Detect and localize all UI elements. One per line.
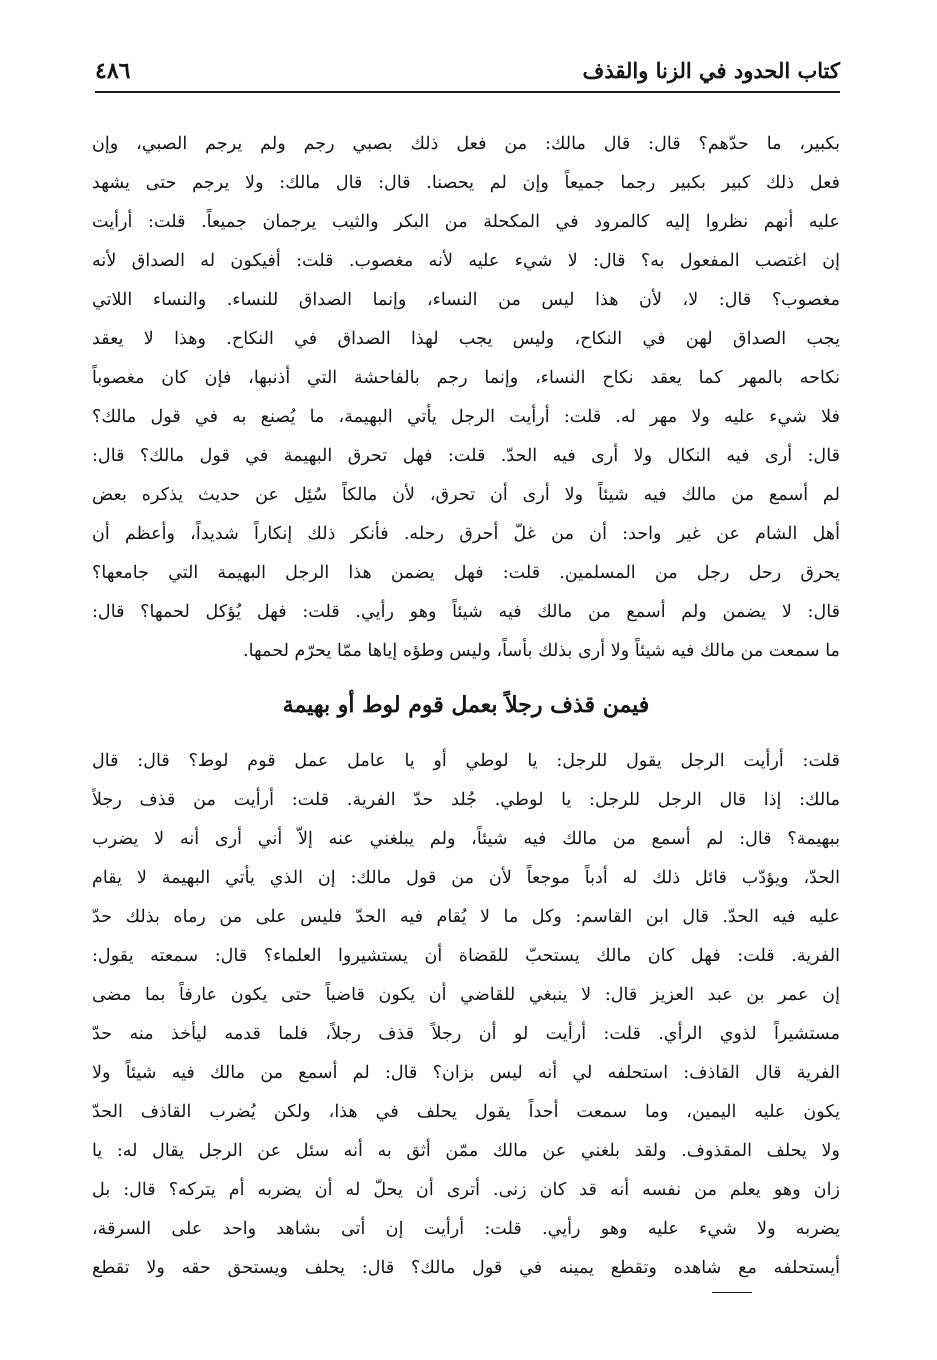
running-title: كتاب الحدود في الزنا والقذف: [582, 58, 840, 83]
text-line: أهل الشام عن غير واحد: أن من غلّ أحرق رحله. فأنكر ذلك إنكاراً شديداً، وأعظم أن: [92, 524, 840, 544]
text-line: الحدّ، ويؤدّب قائل ذلك له أدباً موجعاً لأن من قول مالك: إن الذي يأتي البهيمة لا يقام: [92, 868, 840, 888]
page-header: [95, 56, 840, 90]
text-line: قلت: أرأيت الرجل يقول للرجل: يا لوطي أو يا عامل عمل قوم لوط؟ قال: قال: [92, 751, 840, 771]
paragraph-2: [92, 742, 840, 1288]
text-line: إن عمر بن عبد العزيز قال: لا ينبغي للقاضي أن يكون قاضياً حتى يكون عارفاً بما مضى: [92, 985, 840, 1005]
page-number: ٤٨٦: [95, 58, 131, 84]
text-line: ولا يحلف المقذوف. ولقد بلغني عن مالك ممّن أثق به أنه سئل عن الرجل يقال له: يا: [92, 1141, 840, 1161]
text-line: ما سمعت من مالك فيه شيئاً ولا أرى بذلك بأساً، وليس وطؤه إياها ممّا يحرّم لحمها.: [242, 641, 840, 661]
text-line: يحرق رحل رجل من المسلمين. قلت: فهل يضمن هذا الرجل البهيمة التي جامعها؟: [92, 563, 840, 583]
text-line: يكون عليه اليمين، وما سمعت أحداً يقول يحلف في هذا، ولكن يُضرب القاذف الحدّ: [92, 1102, 840, 1122]
text-line: الفرية. قلت: فهل كان مالك يستحبّ للقضاة أن يستشيروا العلماء؟ قال: سمعته يقول:: [92, 946, 840, 966]
text-line: نكاحه بالمهر كما يعقد نكاح النساء، وإنما رجم بالفاحشة التي أذنبها، فإن كان مغصوباً: [92, 368, 840, 388]
paragraph-1: [92, 125, 840, 671]
text-line: يضربه ولا شيء عليه وهو رأيي. قلت: أرأيت إن أتى بشاهد واحد على السرقة،: [92, 1219, 840, 1239]
text-line: مغصوب؟ قال: لا، لأن هذا ليس من النساء، وإنما الصداق للنساء. والنساء اللاتي: [92, 290, 840, 310]
text-line: فلا شيء عليه ولا مهر له. قلت: أرأيت الرجل يأتي البهيمة، ما يُصنع به في قول مالك؟: [92, 407, 840, 427]
text-line: إن اغتصب المفعول به؟ قال: لا شيء عليه لأنه مغصوب. قلت: أفيكون له الصداق لأنه: [92, 251, 840, 271]
text-line: الفرية قال القاذف: استحلفه لي أنه ليس بزان؟ قال: لم أسمع من مالك فيه شيئاً ولا: [92, 1063, 840, 1083]
text-line: ببهيمة؟ قال: لم أسمع من مالك فيه شيئاً، ولم يبلغني عنه إلاّ أني أرى أنه لا يضرب: [92, 829, 840, 849]
text-line: عليه فيه الحدّ. قال ابن القاسم: وكل ما لا يُقام فيه الحدّ فليس على من رماه بذلك حدّ: [92, 907, 840, 927]
footnote-rule: [712, 1292, 752, 1293]
text-line: مالك: إذا قال الرجل للرجل: يا لوطي. جُلد حدّ الفرية. قلت: أرأيت من قذف رجلاً: [92, 790, 840, 810]
text-line: بكبير، ما حدّهم؟ قال: قال مالك: من فعل ذلك بصبي رجم ولم يرجم الصبي، وإن: [92, 134, 840, 154]
text-line: قال: لا يضمن ولم أسمع من مالك فيه شيئاً وهو رأيي. قلت: فهل يُؤكل لحمها؟ قال:: [92, 602, 840, 622]
text-line: يجب الصداق لهن في النكاح، وليس يجب لهذا الصداق في النكاح. وهذا لا يعقد: [92, 329, 840, 349]
text-line: عليه أنهم نظروا إليه كالمرود في المكحلة من البكر والثيب يرجمان جميعاً. قلت: أرأيت: [92, 212, 840, 232]
text-line: زان وهو يعلم من نفسه أنه قد كان زنى. أترى أن يحلّ له أن يضربه أم يتركه؟ قال: بل: [92, 1180, 840, 1200]
text-line: أيستحلفه مع شاهده وتقطع يمينه في قول مالك؟ قال: يحلف ويستحق حقه ولا تقطع: [92, 1258, 840, 1278]
header-rule: [95, 91, 840, 93]
text-line: قال: أرى فيه النكال ولا أرى فيه الحدّ. قلت: فهل تحرق البهيمة في قول مالك؟ قال:: [92, 446, 840, 466]
text-line: مستشيراً لذوي الرأي. قلت: أرأيت لو أن رجلاً قذف رجلاً، فلما قدمه ليأخذ منه حدّ: [92, 1024, 840, 1044]
section-heading: فيمن قذف رجلاً بعمل قوم لوط أو بهيمة: [282, 692, 650, 718]
text-line: لم أسمع من مالك فيه شيئاً ولا أرى أن تحرق، لأن مالكاً سُئِل عن حديث يذكره بعض: [92, 485, 840, 505]
text-line: فعل ذلك كبير بكبير رجما جميعاً وإن لم يحصنا. قال: قال مالك: ولا يرجم حتى يشهد: [92, 173, 840, 193]
